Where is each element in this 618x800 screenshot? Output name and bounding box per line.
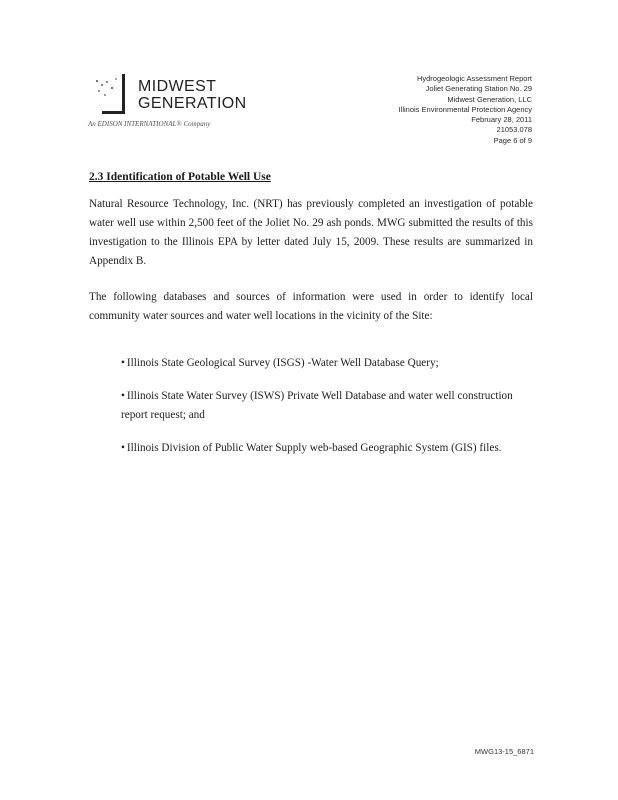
logo-name-line2: GENERATION bbox=[138, 95, 247, 112]
list-item-text: Illinois State Water Survey (ISWS) Private Well Database and water well construction report request; and bbox=[121, 390, 513, 421]
logo-tagline: An EDISON INTERNATIONAL® Company bbox=[88, 120, 211, 128]
logo-name bbox=[138, 78, 247, 112]
logo-mark-icon bbox=[92, 74, 128, 114]
bullet-icon: • bbox=[121, 390, 125, 402]
project-number: 21053.078 bbox=[496, 125, 532, 135]
list-item bbox=[121, 354, 535, 373]
section-heading: 2.3 Identification of Potable Well Use bbox=[89, 171, 271, 183]
paragraph-data-sources: The following databases and sources of information were used in order to identify local community water sources and water well locations in the vicinity of the Site: bbox=[89, 291, 533, 322]
page-number: Page 6 of 9 bbox=[493, 135, 532, 145]
data-source-list bbox=[121, 354, 535, 472]
logo-name-line1: MIDWEST bbox=[138, 78, 217, 95]
list-item-text: Illinois Division of Public Water Supply web-based Geographic System (GIS) files. bbox=[126, 442, 502, 454]
report-title: Hydrogeologic Assessment Report bbox=[416, 74, 532, 83]
bates-number: MWG13-15_6871 bbox=[474, 747, 534, 756]
report-header-block bbox=[399, 74, 532, 146]
station-name: Joliet Generating Station No. 29 bbox=[425, 84, 532, 94]
agency-name: Illinois Environmental Protection Agency bbox=[398, 104, 532, 114]
list-item bbox=[121, 387, 535, 425]
bullet-icon: • bbox=[121, 442, 125, 454]
report-date: February 28, 2011 bbox=[471, 115, 532, 125]
list-item-text: Illinois State Geological Survey (ISGS) -Water Well Database Query; bbox=[126, 357, 439, 369]
company-logo bbox=[88, 72, 258, 134]
company-name: Midwest Generation, LLC bbox=[447, 94, 532, 104]
bullet-icon: • bbox=[121, 357, 125, 369]
list-item bbox=[121, 439, 535, 458]
paragraph-nrt-investigation: Natural Resource Technology, Inc. (NRT) has previously completed an investigation of potable water well use within 2,500 feet of the Joliet No. 29 ash ponds. MWG submitted the results of this investigation to the Illinois EPA by letter dated July 15, 2009. These results are summarized in Appendix B. bbox=[89, 198, 533, 267]
